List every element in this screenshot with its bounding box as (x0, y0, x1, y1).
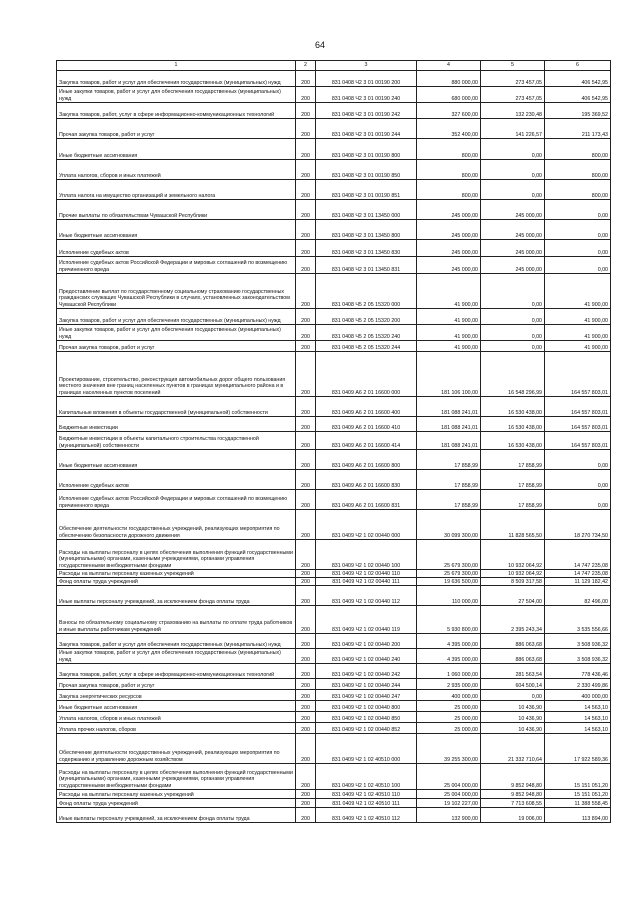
line-code-cell: 200 (296, 664, 316, 679)
table-row (57, 450, 611, 470)
expense-name-cell: Исполнение судебных актов Российской Федерации и мировых соглашений по возмещению причиненного вреда (57, 257, 296, 274)
executed-amount-cell: 16 530 438,00 (481, 432, 545, 450)
approved-amount-cell: 181 106 100,00 (417, 352, 481, 397)
budget-classification-code-cell: 831 0409 А6 2 01 16600 830 (316, 470, 417, 490)
column-number: 3 (316, 61, 417, 71)
unexecuted-amount-cell: 0,00 (545, 220, 611, 240)
unexecuted-amount-cell: 14 747 235,08 (545, 540, 611, 570)
expense-name-cell: Расходы на выплаты персоналу казенных учреждений (57, 790, 296, 799)
budget-classification-code-cell: 831 0409 А6 2 01 16600 400 (316, 397, 417, 417)
unexecuted-amount-cell: 3 535 556,66 (545, 606, 611, 634)
unexecuted-amount-cell: 15 151 051,20 (545, 790, 611, 799)
expense-name-cell: Закупка товаров, работ, услуг в сфере информационно-коммуникационных технологий (57, 664, 296, 679)
approved-amount-cell: 110 000,00 (417, 586, 481, 606)
executed-amount-cell: 9 852 948,80 (481, 764, 545, 790)
approved-amount-cell: 17 858,99 (417, 450, 481, 470)
expense-name-cell: Уплата прочих налогов, сборов (57, 723, 296, 734)
executed-amount-cell: 0,00 (481, 325, 545, 341)
expense-name-cell: Предоставление выплат по государственному социальному страхованию государственных гражданских служащих Чувашской Республики в случаях, установленных законодательством Чувашской Республики (57, 274, 296, 309)
approved-amount-cell: 17 858,99 (417, 490, 481, 510)
line-code-cell: 200 (296, 257, 316, 274)
table-row (57, 734, 611, 764)
approved-amount-cell: 327 600,00 (417, 103, 481, 119)
executed-amount-cell: 281 563,54 (481, 664, 545, 679)
budget-classification-code-cell: 831 0409 Ч2 1 02 40510 100 (316, 764, 417, 790)
table-row (57, 723, 611, 734)
budget-classification-code-cell: 831 0408 Ч2 3 01 13450 830 (316, 240, 417, 257)
approved-amount-cell: 245 000,00 (417, 200, 481, 220)
line-code-cell: 200 (296, 649, 316, 664)
line-code-cell: 200 (296, 87, 316, 103)
executed-amount-cell: 273 457,05 (481, 87, 545, 103)
unexecuted-amount-cell: 3 508 936,32 (545, 649, 611, 664)
column-number: 1 (57, 61, 296, 71)
approved-amount-cell: 19 636 500,00 (417, 578, 481, 586)
expense-name-cell: Иные бюджетные ассигнования (57, 701, 296, 712)
unexecuted-amount-cell: 800,00 (545, 139, 611, 160)
line-code-cell: 200 (296, 220, 316, 240)
budget-classification-code-cell: 831 0409 А6 2 01 16600 800 (316, 450, 417, 470)
line-code-cell: 200 (296, 325, 316, 341)
executed-amount-cell: 886 063,68 (481, 649, 545, 664)
approved-amount-cell: 41 900,00 (417, 274, 481, 309)
column-number: 2 (296, 61, 316, 71)
unexecuted-amount-cell: 0,00 (545, 450, 611, 470)
table-row (57, 664, 611, 679)
expense-name-cell: Иные закупки товаров, работ и услуг для обеспечения государственных (муниципальных) нужд (57, 325, 296, 341)
approved-amount-cell: 181 088 241,01 (417, 432, 481, 450)
expense-name-cell: Иные бюджетные ассигнования (57, 139, 296, 160)
approved-amount-cell: 30 099 300,00 (417, 510, 481, 540)
budget-classification-code-cell: 831 0408 Ч2 3 01 13450 800 (316, 220, 417, 240)
unexecuted-amount-cell: 14 563,10 (545, 712, 611, 723)
line-code-cell: 200 (296, 510, 316, 540)
unexecuted-amount-cell: 400 000,00 (545, 690, 611, 701)
budget-classification-code-cell: 831 0408 Ч2 3 01 00190 800 (316, 139, 417, 160)
table-row (57, 649, 611, 664)
budget-classification-code-cell: 831 0409 А6 2 01 16600 831 (316, 490, 417, 510)
executed-amount-cell: 17 858,99 (481, 450, 545, 470)
approved-amount-cell: 39 255 300,00 (417, 734, 481, 764)
budget-classification-code-cell: 831 0408 Ч2 3 01 00190 242 (316, 103, 417, 119)
approved-amount-cell: 800,00 (417, 180, 481, 200)
budget-classification-code-cell: 831 0409 Ч2 1 02 00440 240 (316, 649, 417, 664)
table-row (57, 71, 611, 87)
unexecuted-amount-cell: 0,00 (545, 200, 611, 220)
approved-amount-cell: 245 000,00 (417, 257, 481, 274)
unexecuted-amount-cell: 0,00 (545, 470, 611, 490)
unexecuted-amount-cell: 0,00 (545, 257, 611, 274)
unexecuted-amount-cell: 164 557 803,01 (545, 432, 611, 450)
line-code-cell: 200 (296, 180, 316, 200)
approved-amount-cell: 17 858,99 (417, 470, 481, 490)
executed-amount-cell: 604 500,14 (481, 679, 545, 690)
expense-name-cell: Фонд оплаты труда учреждений (57, 578, 296, 586)
approved-amount-cell: 800,00 (417, 139, 481, 160)
executed-amount-cell: 16 530 438,00 (481, 417, 545, 432)
expense-name-cell: Взносы по обязательному социальному страхованию на выплаты по оплате труда работников и иные выплаты работникам учреждений (57, 606, 296, 634)
line-code-cell: 200 (296, 808, 316, 823)
approved-amount-cell: 132 900,00 (417, 808, 481, 823)
executed-amount-cell: 0,00 (481, 690, 545, 701)
executed-amount-cell: 245 000,00 (481, 200, 545, 220)
approved-amount-cell: 25 004 000,00 (417, 790, 481, 799)
line-code-cell: 200 (296, 634, 316, 649)
table-row (57, 139, 611, 160)
approved-amount-cell: 25 000,00 (417, 712, 481, 723)
budget-classification-code-cell: 831 0409 Ч2 1 02 00440 100 (316, 540, 417, 570)
line-code-cell: 200 (296, 139, 316, 160)
budget-classification-code-cell: 831 0408 Ч2 3 01 13450 831 (316, 257, 417, 274)
executed-amount-cell: 17 858,99 (481, 470, 545, 490)
unexecuted-amount-cell: 164 557 803,01 (545, 352, 611, 397)
line-code-cell: 200 (296, 200, 316, 220)
executed-amount-cell: 0,00 (481, 341, 545, 352)
expense-name-cell: Капитальные вложения в объекты государственной (муниципальной) собственности (57, 397, 296, 417)
budget-classification-code-cell: 831 0408 Ч2 3 01 00190 850 (316, 160, 417, 180)
approved-amount-cell: 19 102 227,00 (417, 799, 481, 808)
executed-amount-cell: 10 932 064,92 (481, 570, 545, 578)
budget-classification-code-cell: 831 0409 Ч2 1 02 00440 200 (316, 634, 417, 649)
unexecuted-amount-cell: 800,00 (545, 160, 611, 180)
approved-amount-cell: 5 930 800,00 (417, 606, 481, 634)
budget-classification-code-cell: 831 0409 Ч2 1 02 00440 110 (316, 570, 417, 578)
expense-name-cell: Обеспечение деятельности государственных учреждений, реализующих мероприятия по содержанию и управлению дорожным хозяйством (57, 734, 296, 764)
budget-classification-code-cell: 831 0409 Ч2 1 02 00440 800 (316, 701, 417, 712)
approved-amount-cell: 352 400,00 (417, 119, 481, 139)
budget-classification-code-cell: 831 0409 Ч2 1 02 00440 111 (316, 578, 417, 586)
budget-classification-code-cell: 831 0409 Ч2 1 02 00440 850 (316, 712, 417, 723)
budget-classification-code-cell: 831 0408 Ч5 2 05 15320 240 (316, 325, 417, 341)
approved-amount-cell: 1 060 000,00 (417, 664, 481, 679)
budget-classification-code-cell: 831 0409 Ч2 1 02 00440 112 (316, 586, 417, 606)
line-code-cell: 200 (296, 470, 316, 490)
budget-classification-code-cell: 831 0409 А6 2 01 16600 000 (316, 352, 417, 397)
table-row (57, 578, 611, 586)
budget-classification-code-cell: 831 0408 Ч2 3 01 13450 000 (316, 200, 417, 220)
unexecuted-amount-cell: 17 922 589,36 (545, 734, 611, 764)
approved-amount-cell: 41 900,00 (417, 309, 481, 325)
line-code-cell: 200 (296, 790, 316, 799)
expense-name-cell: Иные закупки товаров, работ и услуг для обеспечения государственных (муниципальных) нужд (57, 87, 296, 103)
expense-name-cell: Иные выплаты персоналу учреждений, за исключением фонда оплаты труда (57, 586, 296, 606)
approved-amount-cell: 181 088 241,01 (417, 417, 481, 432)
expense-name-cell: Иные выплаты персоналу учреждений, за исключением фонда оплаты труда (57, 808, 296, 823)
expense-name-cell: Закупка товаров, работ, услуг в сфере информационно-коммуникационных технологий (57, 103, 296, 119)
table-row (57, 690, 611, 701)
expense-name-cell: Закупка товаров, работ и услуг для обеспечения государственных (муниципальных) нужд (57, 71, 296, 87)
table-row (57, 352, 611, 397)
table-row (57, 119, 611, 139)
executed-amount-cell: 16 530 438,00 (481, 397, 545, 417)
expense-name-cell: Закупка энергетических ресурсов (57, 690, 296, 701)
unexecuted-amount-cell: 778 436,46 (545, 664, 611, 679)
budget-classification-code-cell: 831 0409 А6 2 01 16600 414 (316, 432, 417, 450)
approved-amount-cell: 25 679 300,00 (417, 540, 481, 570)
unexecuted-amount-cell: 406 542,95 (545, 87, 611, 103)
expense-name-cell: Расходы на выплаты персоналу в целях обеспечения выполнения функций государственными (муниципальными) органами, казенными учреждениями, органами управления государственными внебюджетными фондами (57, 540, 296, 570)
budget-classification-code-cell: 831 0409 Ч2 1 02 40510 000 (316, 734, 417, 764)
budget-classification-code-cell: 831 0408 Ч5 2 05 15320 200 (316, 309, 417, 325)
line-code-cell: 200 (296, 119, 316, 139)
line-code-cell: 200 (296, 352, 316, 397)
executed-amount-cell: 8 509 317,58 (481, 578, 545, 586)
executed-amount-cell: 21 332 710,64 (481, 734, 545, 764)
approved-amount-cell: 880 000,00 (417, 71, 481, 87)
table-row (57, 240, 611, 257)
page-number: 64 (314, 40, 325, 50)
approved-amount-cell: 25 000,00 (417, 701, 481, 712)
unexecuted-amount-cell: 15 151 051,20 (545, 764, 611, 790)
approved-amount-cell: 25 679 300,00 (417, 570, 481, 578)
expense-name-cell: Проектирование, строительство, реконструкция автомобильных дорог общего пользования местного значения вне границ населенных пунктов в границах муниципального района и в границах населенных пунктов поселений (57, 352, 296, 397)
line-code-cell: 200 (296, 432, 316, 450)
expense-name-cell: Прочая закупка товаров, работ и услуг (57, 679, 296, 690)
expense-name-cell: Прочая закупка товаров, работ и услуг (57, 341, 296, 352)
table-row (57, 679, 611, 690)
budget-classification-code-cell: 831 0409 Ч2 1 02 00440 852 (316, 723, 417, 734)
budget-classification-code-cell: 831 0409 Ч2 1 02 00440 247 (316, 690, 417, 701)
unexecuted-amount-cell: 82 496,00 (545, 586, 611, 606)
unexecuted-amount-cell: 406 542,95 (545, 71, 611, 87)
table-row (57, 570, 611, 578)
unexecuted-amount-cell: 113 894,00 (545, 808, 611, 823)
table-row (57, 432, 611, 450)
approved-amount-cell: 680 000,00 (417, 87, 481, 103)
budget-classification-code-cell: 831 0408 Ч2 3 01 00190 200 (316, 71, 417, 87)
executed-amount-cell: 10 436,90 (481, 701, 545, 712)
executed-amount-cell: 0,00 (481, 309, 545, 325)
budget-classification-code-cell: 831 0409 Ч2 1 02 00440 119 (316, 606, 417, 634)
executed-amount-cell: 0,00 (481, 180, 545, 200)
expense-name-cell: Иные бюджетные ассигнования (57, 220, 296, 240)
executed-amount-cell: 7 713 608,55 (481, 799, 545, 808)
line-code-cell: 200 (296, 103, 316, 119)
budget-classification-code-cell: 831 0408 Ч2 3 01 00190 240 (316, 87, 417, 103)
line-code-cell: 200 (296, 578, 316, 586)
table-row (57, 808, 611, 823)
table-row (57, 257, 611, 274)
table-row (57, 341, 611, 352)
line-code-cell: 200 (296, 397, 316, 417)
table-row (57, 764, 611, 790)
unexecuted-amount-cell: 41 900,00 (545, 274, 611, 309)
executed-amount-cell: 0,00 (481, 274, 545, 309)
line-code-cell: 200 (296, 71, 316, 87)
executed-amount-cell: 2 395 243,34 (481, 606, 545, 634)
column-number: 4 (417, 61, 481, 71)
table-row (57, 309, 611, 325)
budget-execution-table (56, 60, 611, 823)
table-row (57, 470, 611, 490)
expense-name-cell: Закупка товаров, работ и услуг для обеспечения государственных (муниципальных) нужд (57, 634, 296, 649)
line-code-cell: 200 (296, 723, 316, 734)
unexecuted-amount-cell: 41 900,00 (545, 341, 611, 352)
line-code-cell: 200 (296, 490, 316, 510)
expense-name-cell: Расходы на выплаты персоналу в целях обеспечения выполнения функций государственными (муниципальными) органами, казенными учреждениями, органами управления государственными внебюджетными фондами (57, 764, 296, 790)
line-code-cell: 200 (296, 540, 316, 570)
expense-name-cell: Исполнение судебных актов Российской Федерации и мировых соглашений по возмещению причиненного вреда (57, 490, 296, 510)
approved-amount-cell: 400 000,00 (417, 690, 481, 701)
unexecuted-amount-cell: 11 388 558,45 (545, 799, 611, 808)
line-code-cell: 200 (296, 679, 316, 690)
table-row (57, 220, 611, 240)
budget-classification-code-cell: 831 0409 Ч2 1 02 40510 111 (316, 799, 417, 808)
approved-amount-cell: 41 900,00 (417, 325, 481, 341)
approved-amount-cell: 4 395 000,00 (417, 634, 481, 649)
unexecuted-amount-cell: 14 747 235,08 (545, 570, 611, 578)
approved-amount-cell: 2 935 000,00 (417, 679, 481, 690)
executed-amount-cell: 245 000,00 (481, 220, 545, 240)
executed-amount-cell: 0,00 (481, 139, 545, 160)
unexecuted-amount-cell: 2 330 499,86 (545, 679, 611, 690)
expense-name-cell: Уплата налога на имущество организаций и земельного налога (57, 180, 296, 200)
unexecuted-amount-cell: 14 563,10 (545, 723, 611, 734)
table-row (57, 510, 611, 540)
expense-name-cell: Прочие выплаты по обязательствам Чувашской Республики (57, 200, 296, 220)
line-code-cell: 200 (296, 570, 316, 578)
line-code-cell: 200 (296, 417, 316, 432)
table-row (57, 325, 611, 341)
expense-name-cell: Расходы на выплаты персоналу казенных учреждений (57, 570, 296, 578)
expense-name-cell: Бюджетные инвестиции (57, 417, 296, 432)
approved-amount-cell: 25 004 000,00 (417, 764, 481, 790)
table-row (57, 103, 611, 119)
expense-name-cell: Исполнение судебных актов (57, 240, 296, 257)
budget-classification-code-cell: 831 0409 Ч2 1 02 00440 242 (316, 664, 417, 679)
executed-amount-cell: 273 457,05 (481, 71, 545, 87)
table-row (57, 274, 611, 309)
executed-amount-cell: 17 858,99 (481, 490, 545, 510)
unexecuted-amount-cell: 164 557 803,01 (545, 397, 611, 417)
line-code-cell: 200 (296, 799, 316, 808)
table-row (57, 586, 611, 606)
line-code-cell: 200 (296, 734, 316, 764)
table-row (57, 397, 611, 417)
unexecuted-amount-cell: 11 129 182,42 (545, 578, 611, 586)
executed-amount-cell: 0,00 (481, 160, 545, 180)
expense-name-cell: Иные закупки товаров, работ и услуг для обеспечения государственных (муниципальных) нужд (57, 649, 296, 664)
unexecuted-amount-cell: 14 563,10 (545, 701, 611, 712)
column-number: 5 (481, 61, 545, 71)
line-code-cell: 200 (296, 764, 316, 790)
unexecuted-amount-cell: 18 270 734,50 (545, 510, 611, 540)
table-row (57, 799, 611, 808)
approved-amount-cell: 181 088 241,01 (417, 397, 481, 417)
unexecuted-amount-cell: 3 508 936,32 (545, 634, 611, 649)
table-row (57, 606, 611, 634)
executed-amount-cell: 9 852 948,80 (481, 790, 545, 799)
expense-name-cell: Бюджетные инвестиции в объекты капитального строительства государственной (муниципальной) собственности (57, 432, 296, 450)
budget-classification-code-cell: 831 0408 Ч5 2 05 15320 000 (316, 274, 417, 309)
expense-name-cell: Исполнение судебных актов (57, 470, 296, 490)
expense-name-cell: Закупка товаров, работ и услуг для обеспечения государственных (муниципальных) нужд (57, 309, 296, 325)
table-row (57, 490, 611, 510)
approved-amount-cell: 245 000,00 (417, 240, 481, 257)
line-code-cell: 200 (296, 586, 316, 606)
unexecuted-amount-cell: 41 900,00 (545, 309, 611, 325)
budget-classification-code-cell: 831 0408 Ч5 2 05 15320 244 (316, 341, 417, 352)
line-code-cell: 200 (296, 712, 316, 723)
executed-amount-cell: 132 230,48 (481, 103, 545, 119)
executed-amount-cell: 10 932 064,92 (481, 540, 545, 570)
approved-amount-cell: 41 900,00 (417, 341, 481, 352)
executed-amount-cell: 141 226,57 (481, 119, 545, 139)
unexecuted-amount-cell: 0,00 (545, 240, 611, 257)
executed-amount-cell: 16 548 296,99 (481, 352, 545, 397)
executed-amount-cell: 886 063,68 (481, 634, 545, 649)
table-row (57, 87, 611, 103)
unexecuted-amount-cell: 211 173,43 (545, 119, 611, 139)
unexecuted-amount-cell: 164 557 803,01 (545, 417, 611, 432)
executed-amount-cell: 245 000,00 (481, 257, 545, 274)
line-code-cell: 200 (296, 160, 316, 180)
budget-classification-code-cell: 831 0408 Ч2 3 01 00190 244 (316, 119, 417, 139)
line-code-cell: 200 (296, 309, 316, 325)
unexecuted-amount-cell: 195 369,52 (545, 103, 611, 119)
approved-amount-cell: 4 395 000,00 (417, 649, 481, 664)
column-number: 6 (545, 61, 611, 71)
table-row (57, 712, 611, 723)
table-row (57, 180, 611, 200)
expense-name-cell: Уплата налогов, сборов и иных платежей (57, 712, 296, 723)
line-code-cell: 200 (296, 341, 316, 352)
approved-amount-cell: 25 000,00 (417, 723, 481, 734)
executed-amount-cell: 11 828 565,50 (481, 510, 545, 540)
table-row (57, 790, 611, 799)
expense-name-cell: Обеспечение деятельности государственных учреждений, реализующих мероприятия по обеспечению безопасности дорожного движения (57, 510, 296, 540)
column-number-row (57, 61, 611, 71)
approved-amount-cell: 800,00 (417, 160, 481, 180)
executed-amount-cell: 10 436,90 (481, 723, 545, 734)
executed-amount-cell: 19 006,00 (481, 808, 545, 823)
expense-name-cell: Иные бюджетные ассигнования (57, 450, 296, 470)
unexecuted-amount-cell: 41 900,00 (545, 325, 611, 341)
expense-name-cell: Прочая закупка товаров, работ и услуг (57, 119, 296, 139)
executed-amount-cell: 27 504,00 (481, 586, 545, 606)
table-row (57, 160, 611, 180)
expense-name-cell: Уплата налогов, сборов и иных платежей (57, 160, 296, 180)
budget-classification-code-cell: 831 0409 Ч2 1 02 40510 112 (316, 808, 417, 823)
table-row (57, 634, 611, 649)
unexecuted-amount-cell: 0,00 (545, 490, 611, 510)
budget-classification-code-cell: 831 0409 Ч2 1 02 00440 000 (316, 510, 417, 540)
table-row (57, 701, 611, 712)
budget-classification-code-cell: 831 0409 Ч2 1 02 00440 244 (316, 679, 417, 690)
expense-name-cell: Фонд оплаты труда учреждений (57, 799, 296, 808)
line-code-cell: 200 (296, 701, 316, 712)
table-row (57, 417, 611, 432)
unexecuted-amount-cell: 800,00 (545, 180, 611, 200)
executed-amount-cell: 245 000,00 (481, 240, 545, 257)
line-code-cell: 200 (296, 606, 316, 634)
table-row (57, 200, 611, 220)
approved-amount-cell: 245 000,00 (417, 220, 481, 240)
executed-amount-cell: 10 436,90 (481, 712, 545, 723)
line-code-cell: 200 (296, 690, 316, 701)
line-code-cell: 200 (296, 274, 316, 309)
budget-classification-code-cell: 831 0408 Ч2 3 01 00190 851 (316, 180, 417, 200)
budget-classification-code-cell: 831 0409 А6 2 01 16600 410 (316, 417, 417, 432)
line-code-cell: 200 (296, 240, 316, 257)
budget-classification-code-cell: 831 0409 Ч2 1 02 40510 110 (316, 790, 417, 799)
table-row (57, 540, 611, 570)
line-code-cell: 200 (296, 450, 316, 470)
